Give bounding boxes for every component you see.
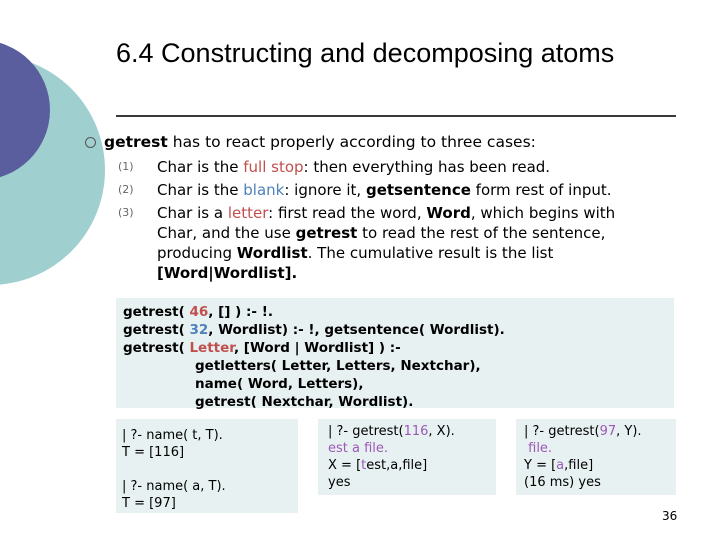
item-keyword: Wordlist <box>236 244 308 262</box>
main-bullet-text <box>104 133 536 151</box>
item-word-char: Char <box>157 224 193 242</box>
example-box-getrest-97 <box>516 419 676 495</box>
code-line: name( Word, Letters), <box>195 376 364 392</box>
box-line: file. <box>524 441 553 456</box>
box-line: | ?- name( a, T). <box>122 479 226 494</box>
keyword-getrest: getrest <box>104 133 168 151</box>
item-text: : first read the word, <box>268 204 427 222</box>
item-text: , and the use <box>192 224 296 242</box>
list-item <box>157 203 667 283</box>
page-title: 6.4 Constructing and decomposing atoms <box>116 38 615 68</box>
box-line: | ?- getrest(97, Y). <box>524 424 642 439</box>
item-keyword: getrest <box>295 224 358 242</box>
box-line: T = [97] <box>122 496 176 511</box>
item-word-char: Char <box>157 158 193 176</box>
item-text: , which begins with <box>470 204 616 222</box>
item-keyword: Word <box>426 204 471 222</box>
item-text: is the <box>192 158 244 176</box>
title-divider <box>116 115 676 117</box>
item-number: (2) <box>118 183 134 196</box>
box-line: X = [test,a,file] <box>328 458 428 473</box>
item-text: is a <box>192 204 228 222</box>
code-line: getrest( 46, [] ) :- !. <box>123 304 273 320</box>
item-number: (3) <box>118 206 134 219</box>
example-box-getrest-116 <box>318 419 496 495</box>
box-line: yes <box>328 475 351 490</box>
item-text: : then everything has been read. <box>303 158 551 176</box>
list-item <box>157 180 667 200</box>
box-line: | ?- name( t, T). <box>122 428 223 443</box>
item-word-char: Char <box>157 181 193 199</box>
code-line: getrest( 32, Wordlist) :- !, getsentence( Wordlist). <box>123 322 505 338</box>
item-highlight: full stop <box>243 158 304 176</box>
circle-bullet-icon <box>85 137 96 148</box>
item-number: (1) <box>118 160 134 173</box>
item-highlight: letter <box>227 204 269 222</box>
main-rest: has to react properly according to three cases: <box>167 133 536 151</box>
box-line: est a file. <box>328 441 389 456</box>
item-text: . The cumulative result is the list <box>307 244 554 262</box>
decorative-circles <box>0 0 120 320</box>
code-line: getrest( Nextchar, Wordlist). <box>195 394 414 410</box>
item-text: to read the rest of the sentence, <box>357 224 606 242</box>
item-text: producing <box>157 244 237 262</box>
item-text: form rest of input. <box>470 181 612 199</box>
box-line: Y = [a,file] <box>524 458 594 473</box>
example-box-name <box>116 419 298 513</box>
box-line: (16 ms) yes <box>524 475 601 490</box>
item-word-char: Char <box>157 204 193 222</box>
page-number: 36 <box>662 509 678 523</box>
item-text: : ignore it, <box>284 181 366 199</box>
code-line: getletters( Letter, Letters, Nextchar), <box>195 358 481 374</box>
box-line: T = [116] <box>122 445 185 460</box>
list-item <box>157 157 667 177</box>
item-keyword: [Word|Wordlist]. <box>157 264 298 282</box>
item-text: is the <box>192 181 244 199</box>
code-line: getrest( Letter, [Word | Wordlist] ) :- <box>123 340 401 356</box>
item-highlight: blank <box>243 181 285 199</box>
item-keyword: getsentence <box>365 181 471 199</box>
box-line: | ?- getrest(116, X). <box>328 424 455 439</box>
